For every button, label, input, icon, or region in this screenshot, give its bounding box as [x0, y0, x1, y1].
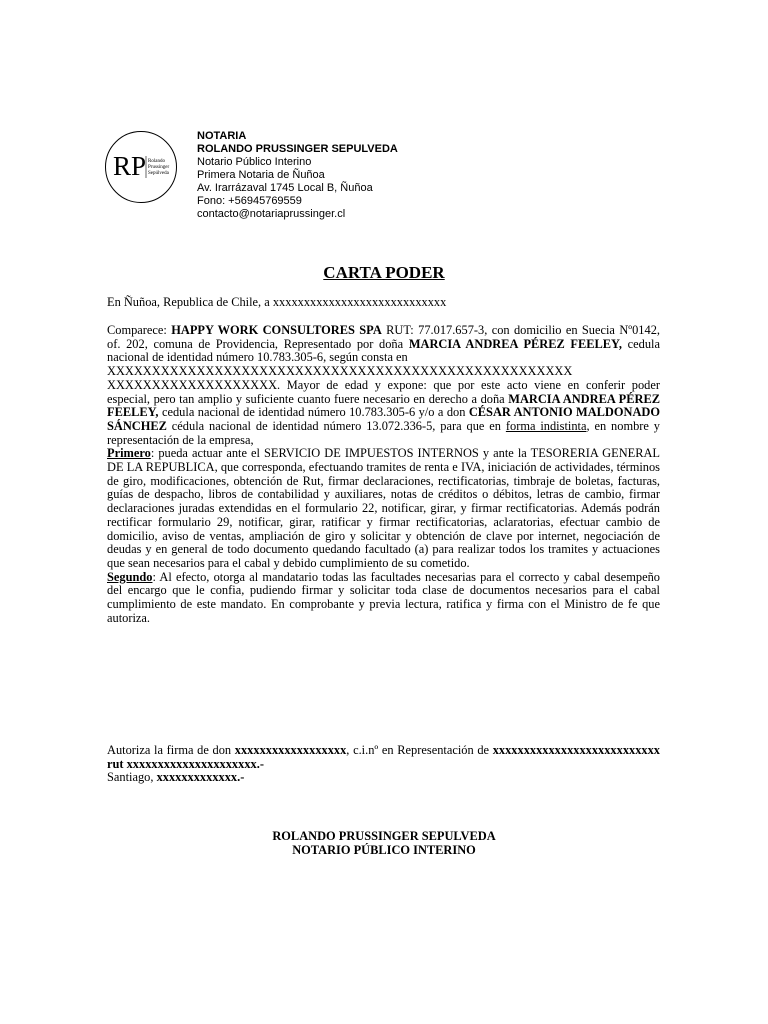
text-fragment: cedula nacional de identidad número 10.783.305-6 y/o a don — [158, 405, 469, 420]
header-phone: Fono: +56945769559 — [197, 195, 302, 207]
document-title: CARTA PODER — [323, 263, 445, 282]
representative-name-2: MARCIA ANDREA PÉREZ FEELEY, — [107, 391, 660, 420]
logo-monogram: RP — [113, 151, 147, 181]
header-role: Notario Público Interino — [197, 156, 312, 168]
intro-line: En Ñuñoa, Republica de Chile, a xxxxxxxxxxxxxxxxxxxxxxxxxxxx — [107, 295, 447, 309]
text-fragment: , c.i.nº en Representación de — [346, 743, 493, 757]
signature-authorization — [107, 744, 660, 785]
text-fragment: Comparece: — [107, 323, 172, 337]
paragraph-primero — [107, 447, 660, 570]
clause-label-segundo: Segundo — [107, 569, 153, 584]
company-name: HAPPY WORK CONSULTORES SPA — [171, 323, 382, 337]
text-fragment: Santiago, — [107, 770, 157, 785]
authorization-line — [107, 744, 660, 771]
text-fragment: cédula nacional de identidad número 13.072.336-5, para que en — [166, 418, 506, 433]
seal-icon — [104, 130, 178, 204]
header-notary-name: ROLANDO PRUSSINGER SEPULVEDA — [197, 143, 398, 155]
attorney-name: CÉSAR ANTONIO MALDONADO SÁNCHEZ — [107, 405, 660, 433]
header-notaria: NOTARIA — [197, 130, 247, 142]
notary-header — [197, 130, 398, 221]
logo-line-2: Prussinger — [148, 165, 170, 170]
footer-notary-role: NOTARIO PÚBLICO INTERINO — [292, 843, 476, 857]
signer-placeholder: xxxxxxxxxxxxxxxxxx — [234, 743, 347, 757]
header-office: Primera Notaria de Ñuñoa — [197, 169, 325, 181]
notary-signature-block — [0, 829, 768, 857]
text-fragment: XXXXXXXXXXXXXXXXXXX. Mayor de edad y expone: que por este acto viene en conferir poder especial, pero tan amplio y suficiente cuanto fuere necesario en derecho a doña — [107, 377, 660, 406]
logo-line-1: Rolando — [148, 159, 165, 164]
representative-name: MARCIA ANDREA PÉREZ FEELEY, — [408, 336, 622, 351]
text-fragment: , en nombre y representación de la empresa, — [107, 418, 660, 447]
text-fragment: Autoriza la firma de don — [107, 743, 235, 757]
text-fragment: RUT: 77.017.657-3, con domicilio en Suecia Nº0142, of. 202, comuna de Providencia, Representado por doña — [107, 323, 660, 351]
paragraph-segundo — [107, 571, 660, 626]
placeholder-line: XXXXXXXXXXXXXXXXXXXXXXXXXXXXXXXXXXXXXXXXXXXXXXXXXXXX — [107, 364, 573, 379]
place-date-line — [107, 771, 660, 785]
text-fragment: cedula nacional de identidad número 10.783.305-6, según consta en — [107, 336, 660, 365]
header-address: Av. Irarrázaval 1745 Local B, Ñuñoa — [197, 182, 373, 194]
underlined-term: forma indistinta — [505, 418, 587, 433]
main-body — [107, 324, 660, 625]
paragraph-comparece — [107, 324, 660, 447]
clause-text-segundo: : Al efecto, otorga al mandatario todas las facultades necesarias para el correcto y cabal desempeño del encargo que le confia, pudiendo firmar y solicitar toda clase de documentos necesarios para el cabal cumplimiento de este mandato. En comprobante y previa lectura, ratifica y firma con el Ministro de fe que autoriza. — [107, 569, 660, 625]
header-email: contacto@notariaprussinger.cl — [197, 208, 346, 220]
notary-logo — [104, 130, 178, 204]
clause-label-primero: Primero — [107, 446, 151, 461]
date-placeholder: xxxxxxxxxxxxx.- — [156, 770, 245, 785]
clause-text-primero: : pueda actuar ante el SERVICIO DE IMPUESTOS INTERNOS y ante la TESORERIA GENERAL DE LA REPUBLICA, que corresponda, efectuando tramites de renta e IVA, iniciación de actividades, términos de giro, modificaciones, obtención de Rut, firmar declaraciones, rectificatorias, timbraje de boletas, facturas, guías de despacho, libros de contabilidad y auxiliares, notas de créditos o débitos, letras de cambio, firmar declaraciones juradas extendidas en el formulario 22, notificar, girar, y firmar rectificatorias. Además podrán rectificar formulario 29, notificar, girar, ratificar y firmar rectificatorias, aclaratorias, efectuar cambio de domicilio, aviso de ventas, ampliación de giro y solicitar y obtención de clave por internet, negociación de deudas y en general de todo documento quedando facultado (a) para realizar todos los tramites y actuaciones que sean necesarios para el cabal y debido cumplimiento de su cometido. — [107, 446, 660, 570]
footer-notary-name: ROLANDO PRUSSINGER SEPULVEDA — [272, 829, 496, 843]
company-placeholder: xxxxxxxxxxxxxxxxxxxxxxxxxxx rut xxxxxxxxxxxxxxxxxxxxx.- — [107, 743, 660, 771]
logo-line-3: Sepúlveda — [148, 171, 169, 176]
